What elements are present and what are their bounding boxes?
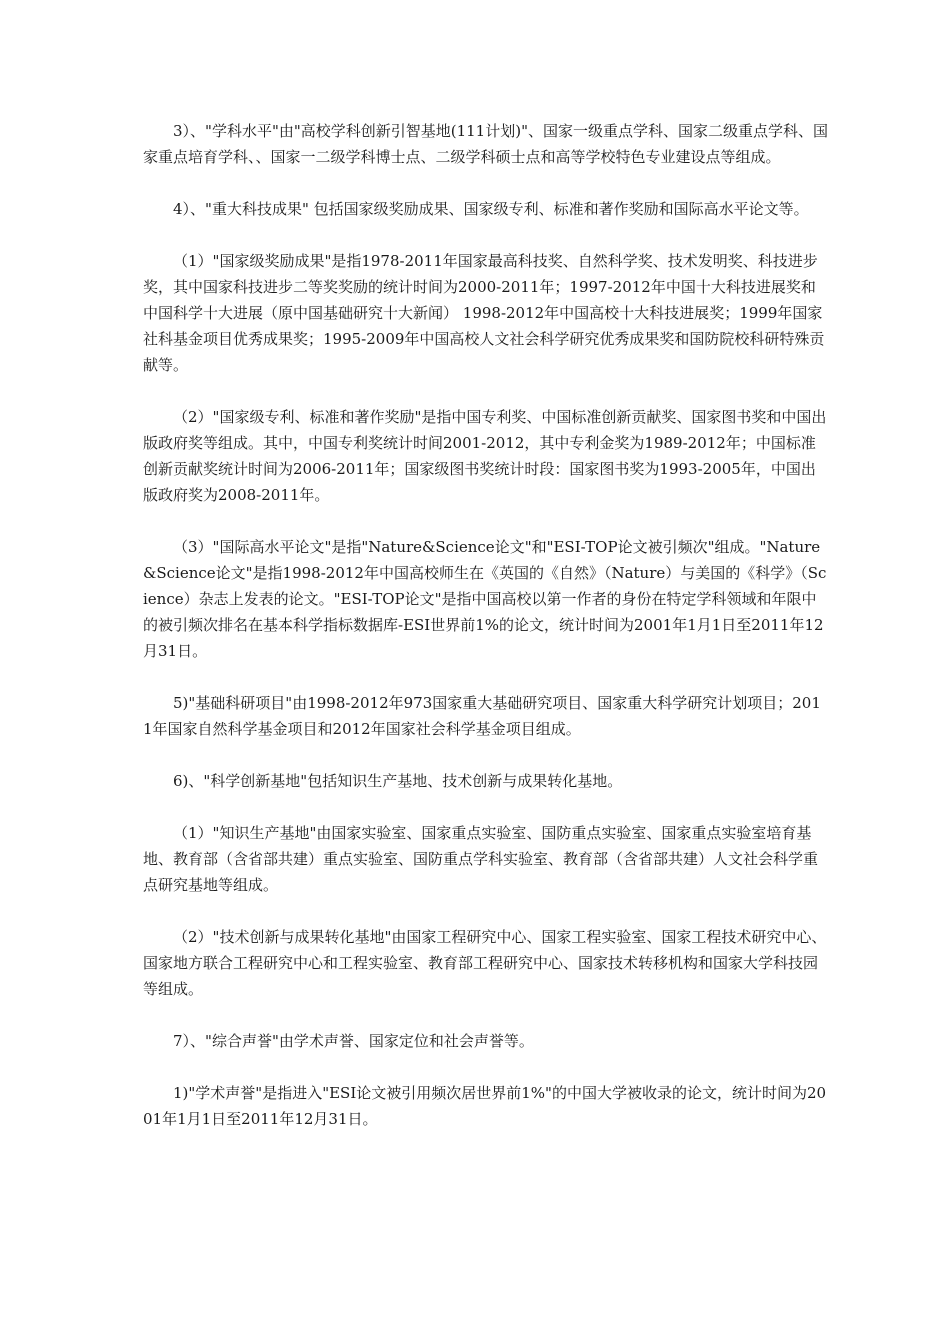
paragraph-major-achievements: 4）、"重大科技成果" 包括国家级奖励成果、国家级专利、标准和著作奖励和国际高水平论文等。 <box>173 200 809 218</box>
paragraph-international-papers: （3）"国际高水平论文"是指"Nature&Science论文"和"ESI-TOP论文被引频次"组成。"Nature&Science论文"是指1998-2012年中国高校师生在《英国的《自然》（Nature）与美国的《科学》（Science）杂志上发表的论文。"ESI-TOP论文"是指中国高校以第一作者的身份在特定学科领域和年限中的被引频次排名在基本科学指标数据库-ESI世界前1%的论文，统计时间为2001年1月1日至2011年12月31日。 <box>143 538 827 660</box>
paragraph-knowledge-bases: （1）"知识生产基地"由国家实验室、国家重点实验室、国防重点实验室、国家重点实验室培育基地、教育部（含省部共建）重点实验室、国防重点学科实验室、教育部（含省部共建）人文社会科学重点研究基地等组成。 <box>143 824 819 894</box>
paragraph-academic-reputation: 1)"学术声誉"是指进入"ESI论文被引用频次居世界前1%"的中国大学被收录的论文，统计时间为2001年1月1日至2011年12月31日。 <box>143 1084 827 1128</box>
paragraph-reputation: 7）、"综合声誉"由学术声誉、国家定位和社会声誉等。 <box>173 1032 534 1050</box>
paragraph-national-awards: （1）"国家级奖励成果"是指1978-2011年国家最高科技奖、自然科学奖、技术发明奖、科技进步奖，其中国家科技进步二等奖奖励的统计时间为2000-2011年；1997-2012年中国十大科技进展奖和中国科学十大进展（原中国基础研究十大新闻） 1998-2012年中国高校十大科技进展奖；1999年国家社科基金项目优秀成果奖；1995-2009年中国高校人文社会科学研究优秀成果奖和国防院校科研特殊贡献等。 <box>143 252 825 374</box>
paragraph-basic-research: 5)"基础科研项目"由1998-2012年973国家重大基础研究项目、国家重大科学研究计划项目；2011年国家自然科学基金项目和2012年国家社会科学基金项目组成。 <box>143 694 821 738</box>
document-body <box>143 118 828 1132</box>
paragraph-subject-level: 3）、"学科水平"由"高校学科创新引智基地(111计划)"、国家一级重点学科、国家二级重点学科、国家重点培育学科、、国家一二级学科博士点、二级学科硕士点和高等学校特色专业建设点等组成。 <box>143 122 828 166</box>
paragraph-innovation-bases: 6)、"科学创新基地"包括知识生产基地、技术创新与成果转化基地。 <box>173 772 623 790</box>
paragraph-patents-standards: （2）"国家级专利、标准和著作奖励"是指中国专利奖、中国标准创新贡献奖、国家图书奖和中国出版政府奖等组成。其中，中国专利奖统计时间2001-2012，其中专利金奖为1989-2012年；中国标准创新贡献奖统计时间为2006-2011年；国家级图书奖统计时段：国家图书奖为1993-2005年，中国出版政府奖为2008-2011年。 <box>143 408 827 504</box>
paragraph-tech-transfer-bases: （2）"技术创新与成果转化基地"由国家工程研究中心、国家工程实验室、国家工程技术研究中心、国家地方联合工程研究中心和工程实验室、教育部工程研究中心、国家技术转移机构和国家大学科技园等组成。 <box>143 928 827 998</box>
